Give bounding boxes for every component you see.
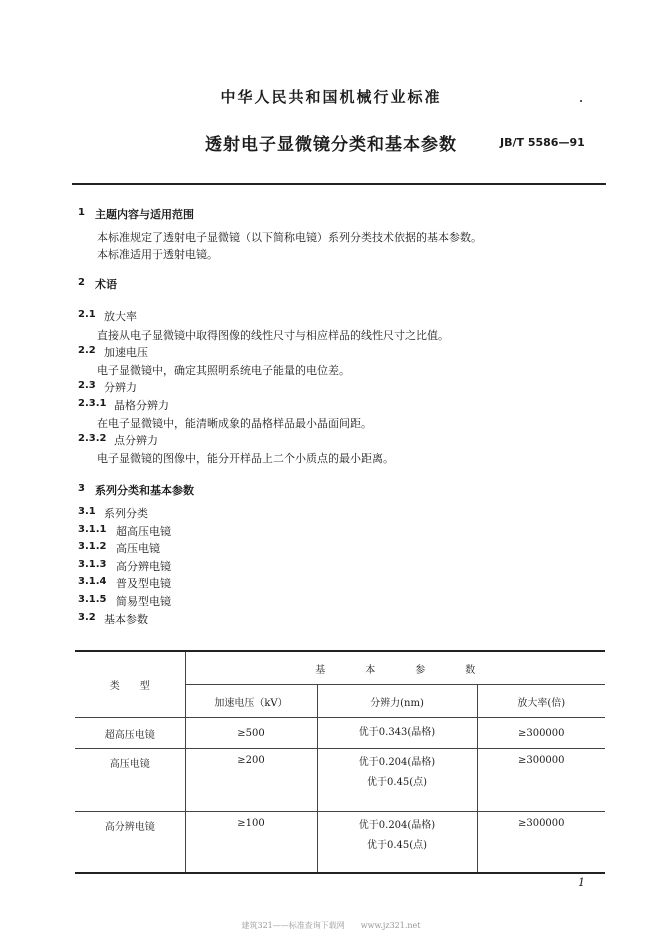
clause-2-3-2-number: 2.3.2 (78, 433, 107, 444)
clause-2-3-2-text: 电子显微镜的图像中，能分开样品上二个小质点的最小距离。 (97, 452, 394, 465)
clause-3-1-2-title: 高压电镜 (116, 542, 160, 555)
page-number: 1 (578, 876, 585, 889)
clause-2-3-1-title: 晶格分辨力 (114, 399, 169, 412)
row-resolution (317, 749, 477, 812)
scan-speck (580, 100, 582, 102)
row-type: 超高压电镜 (75, 718, 185, 749)
clause-3-1-5-number: 3.1.5 (78, 594, 107, 605)
clause-3-1-4-number: 3.1.4 (78, 576, 107, 587)
row-magnification: ≥300000 (477, 749, 605, 812)
clause-3-1-2-number: 3.1.2 (78, 541, 107, 552)
basic-parameters-table (75, 650, 605, 874)
row-resolution-lattice: 优于0.343(晶格) (358, 727, 436, 738)
row-voltage: ≥500 (185, 718, 317, 749)
table-row (75, 718, 605, 749)
section-1-paragraph-2: 本标准适用于透射电镜。 (97, 248, 218, 261)
table-row (75, 749, 605, 812)
magnification-column-header: 放大率(倍) (477, 685, 605, 718)
clause-2-3-1-number: 2.3.1 (78, 398, 107, 409)
header-rule (72, 183, 606, 185)
clause-3-1-1-title: 超高压电镜 (116, 525, 171, 538)
row-magnification: ≥300000 (477, 812, 605, 874)
row-resolution-point: 优于0.45(点) (366, 840, 428, 851)
clause-3-1-1-number: 3.1.1 (78, 524, 107, 535)
clause-3-1-number: 3.1 (78, 506, 96, 517)
table-row (75, 812, 605, 874)
row-resolution-point: 优于0.45(点) (366, 777, 428, 788)
clause-2-3-2-title: 点分辨力 (114, 434, 158, 447)
clause-2-3-title: 分辨力 (104, 381, 137, 394)
issuing-authority: 中华人民共和国机械行业标准 (220, 88, 442, 106)
section-3-title: 系列分类和基本参数 (95, 484, 194, 497)
clause-3-1-3-number: 3.1.3 (78, 559, 107, 570)
clause-2-3-number: 2.3 (78, 380, 96, 391)
row-type: 高压电镜 (75, 749, 185, 812)
clause-3-1-4-title: 普及型电镜 (116, 577, 171, 590)
clause-2-3-1-text: 在电子显微镜中，能清晰成象的晶格样品最小晶面间距。 (97, 417, 372, 430)
clause-3-1-3-title: 高分辨电镜 (116, 560, 171, 573)
row-resolution-lattice: 优于0.204(晶格) (358, 757, 436, 768)
section-2-number: 2 (78, 277, 85, 288)
row-magnification: ≥300000 (477, 718, 605, 749)
watermark-footer: 建筑321——标准查询下载网 www.jz321.net (241, 921, 421, 930)
clause-2-1-number: 2.1 (78, 309, 96, 320)
resolution-column-header: 分辨力(nm) (317, 685, 477, 718)
document-title: 透射电子显微镜分类和基本参数 (205, 135, 457, 155)
voltage-column-header: 加速电压（kV） (185, 685, 317, 718)
clause-2-1-title: 放大率 (104, 310, 137, 323)
clause-2-1-text: 直接从电子显微镜中取得图像的线性尺寸与相应样品的线性尺寸之比值。 (97, 329, 449, 342)
clause-3-2-number: 3.2 (78, 612, 96, 623)
clause-3-2-title: 基本参数 (104, 613, 148, 626)
parameters-group-header: 基 本 参 数 (185, 651, 605, 685)
section-2-title: 术语 (95, 278, 117, 291)
clause-2-2-title: 加速电压 (104, 346, 148, 359)
type-column-header: 类 型 (75, 651, 185, 718)
clause-3-1-title: 系列分类 (104, 507, 148, 520)
clause-2-2-text: 电子显微镜中，确定其照明系统电子能量的电位差。 (97, 364, 350, 377)
row-resolution (317, 718, 477, 749)
section-1-number: 1 (78, 207, 85, 218)
clause-3-1-5-title: 简易型电镜 (116, 595, 171, 608)
section-1-title: 主题内容与适用范围 (95, 208, 194, 221)
section-3-number: 3 (78, 483, 85, 494)
row-resolution (317, 812, 477, 874)
table-header-row-1 (75, 651, 605, 685)
clause-2-2-number: 2.2 (78, 345, 96, 356)
row-type: 高分辨电镜 (75, 812, 185, 874)
row-voltage: ≥100 (185, 812, 317, 874)
row-resolution-lattice: 优于0.204(晶格) (358, 820, 436, 831)
section-1-paragraph-1: 本标准规定了透射电子显微镜（以下简称电镜）系列分类技术依据的基本参数。 (97, 231, 482, 244)
row-voltage: ≥200 (185, 749, 317, 812)
standard-number: JB/T 5586—91 (500, 136, 585, 149)
